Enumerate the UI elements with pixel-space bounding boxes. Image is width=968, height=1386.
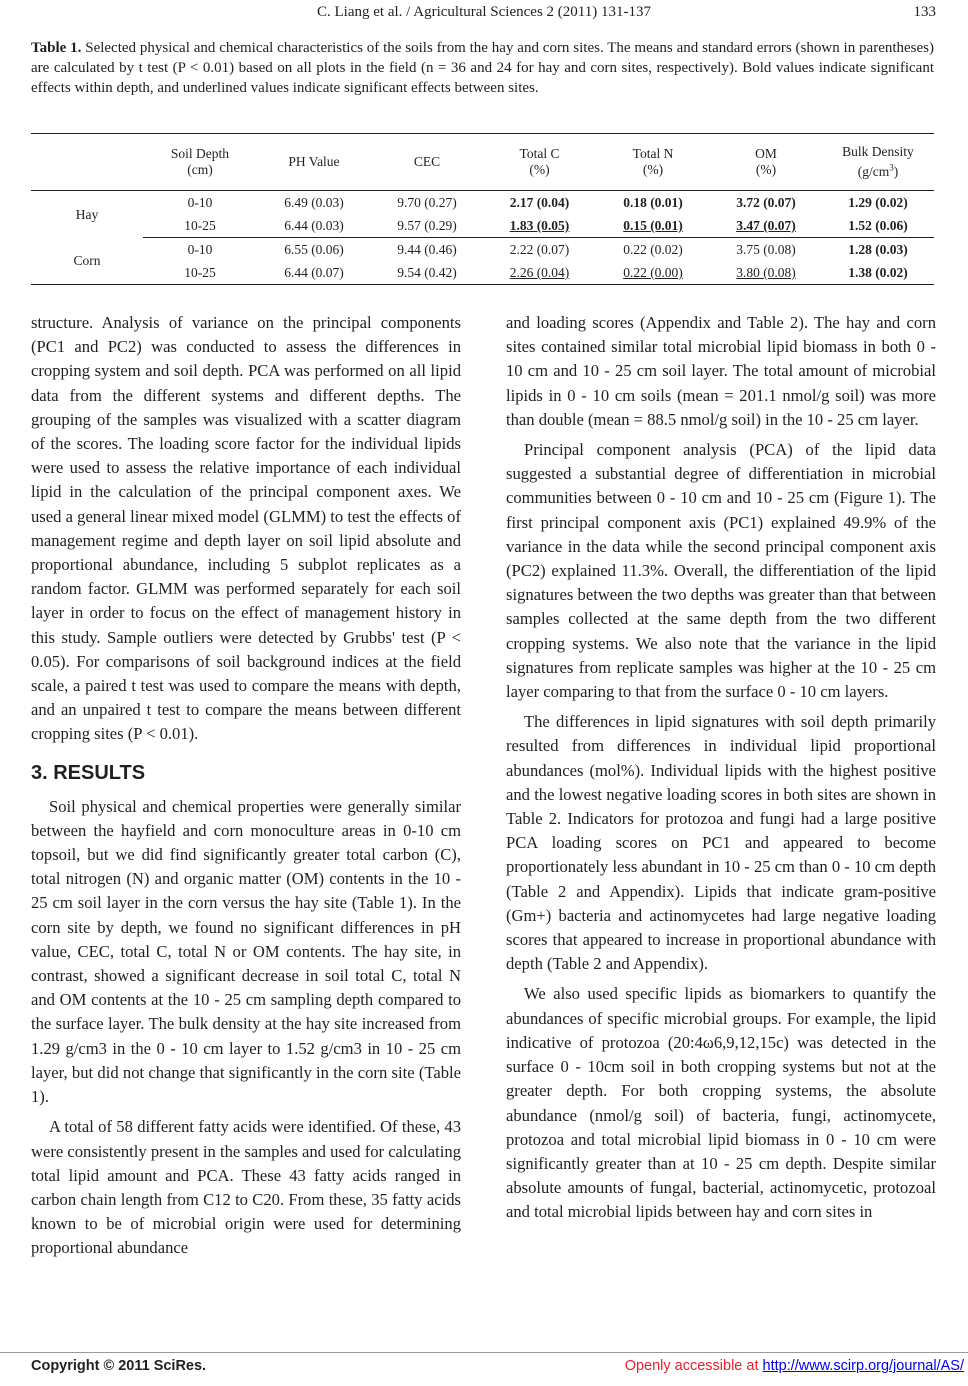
- cell-total-n: 0.22 (0.00): [596, 261, 710, 285]
- section-heading-results: 3. RESULTS: [31, 761, 146, 784]
- table-row: [31, 238, 934, 262]
- journal-link[interactable]: http://www.scirp.org/journal/AS/: [762, 1358, 964, 1374]
- cell-ph: 6.44 (0.03): [257, 214, 371, 238]
- table-caption: [31, 38, 934, 98]
- table-header-bulk-density: Bulk Density $(g/cm^3)$: [842, 143, 914, 180]
- table-caption-text: Selected physical and chemical characteristics of the soils from the hay and corn sites. The means and standard errors (shown in parentheses) are calculated by t test (P < 0.01) based on all plots in the field (n = 36 and 24 for hay and corn sites, respectively). Bold values indicate significant effects within depth, and underlined values indicate significant effects between sites.: [31, 40, 935, 96]
- body-paragraph: Principal component analysis (PCA) of the lipid data suggested a substantial degree of differentiation in microbial communities between 0 - 10 cm and 10 - 25 cm (Figure 1). The first principal component axis (PC1) explained 49.9% of the variance in the data while the second principal component axis (PC2) explained 11.3%. Overall, the differentiation of the lipid signatures between the two depths was greater than that between samples collected at the same depth from the two different cropping systems. We also note that the variance in the lipid signatures from replicate samples was higher at the 10 - 25 cm layer comparing to that from the surface 0 - 10 cm layers.: [506, 440, 936, 702]
- table-row: [31, 214, 934, 238]
- table-row: [31, 191, 934, 215]
- page-footer: [31, 1358, 964, 1380]
- cell-ph: 6.55 (0.06): [284, 242, 344, 257]
- cell-total-n: 0.15 (0.01): [596, 214, 710, 238]
- cell-bulk-density: 1.28 (0.03): [848, 242, 908, 257]
- footer-divider: [0, 1352, 968, 1353]
- table-header-row: [31, 134, 934, 191]
- cell-om: 3.47 (0.07): [710, 214, 822, 238]
- cell-om: 3.80 (0.08): [710, 261, 822, 285]
- cell-bulk-density: 1.38 (0.02): [822, 261, 934, 285]
- cell-cec: 9.54 (0.42): [371, 261, 483, 285]
- cell-total-c: 2.22 (0.07): [509, 242, 570, 257]
- running-header: [0, 4, 968, 24]
- cell-ph: 6.49 (0.03): [284, 195, 344, 210]
- table-caption-label: Table 1.: [31, 40, 82, 56]
- site-label-corn: Corn: [31, 238, 143, 285]
- body-paragraph: structure. Analysis of variance on the principal components (PC1 and PC2) was conducted to assess the differences in cropping system and soil depth. PCA was performed on all lipid data from the different systems and different depths. The grouping of the samples was visualized with a scatter diagram of the scores. The loading score factor for the individual lipids were used to assess the relative importance of each individual lipid in the calculation of the principal component axes. We used a general linear mixed model (GLMM) to test the effects of management regime and depth layer on soil lipid absolute and proportional abundance, including 5 subplot replicates as a random factor. GLMM was performed separately for each soil layer in order to focus on the effect of management history in this study. Sample outliers were detected by Grubbs' test (P < 0.05). For comparisons of soil background indices at the field scale, a paired t test was used to compare the means with depth, and an unpaired t test to compare the means between different cropping sites (P < 0.01).: [31, 313, 461, 744]
- body-paragraph: Soil physical and chemical properties were generally similar between the hayfield and corn monoculture areas in 0-10 cm topsoil, but we did find significantly greater total carbon (C), total nitrogen (N) and organic matter (OM) contents in the 10 - 25 cm soil layer in the corn versus the hay site (Table 1). In the corn site by depth, we found no significant differences in pH value, CEC, total C, total N or OM contents. The hay site, in contrast, showed a significant decrease in soil total C, total N and OM contents at the 10 - 25 cm sampling depth compared to the surface layer. The bulk density at the hay site increased from 1.29 g/cm3 in the 0 - 10 cm layer to 1.52 g/cm3 in 10 - 25 cm layer, but did not change that significantly in the corn site (Table 1).: [31, 796, 461, 1107]
- cell-bulk-density: 1.29 (0.02): [848, 195, 908, 210]
- page-number: 133: [913, 4, 936, 20]
- cell-total-n: 0.18 (0.01): [623, 195, 683, 210]
- open-access-label: Openly accessible at: [624, 1358, 763, 1374]
- site-label-hay: Hay: [75, 206, 99, 222]
- cell-depth: 0-10: [187, 195, 213, 210]
- cell-bulk-density: 1.52 (0.06): [822, 214, 934, 238]
- table-header-ph: PH Value: [288, 154, 340, 169]
- cell-cec: 9.44 (0.46): [397, 242, 457, 257]
- table-header-site: [31, 134, 143, 191]
- cell-cec: 9.57 (0.29): [371, 214, 483, 238]
- table-row: [31, 261, 934, 285]
- cell-depth: 0-10: [187, 242, 213, 257]
- soil-characteristics-table: [31, 133, 934, 285]
- cell-depth: 10-25: [143, 214, 257, 238]
- cell-om: 3.72 (0.07): [736, 195, 796, 210]
- table-header-cec: CEC: [413, 154, 441, 169]
- cell-depth: 10-25: [143, 261, 257, 285]
- cell-ph: 6.44 (0.07): [257, 261, 371, 285]
- open-access-notice: [625, 1358, 964, 1374]
- body-paragraph: We also used specific lipids as biomarkers to quantify the abundances of specific microbial groups. For example, the lipid indicative of protozoa (20:4ω6,9,12,15c) was detected in the surface 0 - 10cm soil in both cropping systems but not at the greater depth. For both cropping systems, the absolute abundance (nmol/g soil) of bacteria, fungi, actinomycete, protozoa and total microbial lipid biomass in 0 - 10 cm were significantly greater than at 10 - 25 cm depth. Despite similar absolute amounts of fungal, bacterial, actinomycetic, protozoal and total microbial lipids between hay and corn sites in: [506, 984, 936, 1222]
- cell-total-c: 2.26 (0.04): [483, 261, 596, 285]
- cell-total-c: 1.83 (0.05): [483, 214, 596, 238]
- cell-om: 3.75 (0.08): [736, 242, 796, 257]
- running-head: C. Liang et al. / Agricultural Sciences 2 (2011) 131-137: [317, 4, 651, 20]
- table-header-depth: Soil Depth (cm): [170, 146, 230, 177]
- body-paragraph: The differences in lipid signatures with soil depth primarily resulted from differences in individual lipid proportional abundances (mol%). Individual lipids with the highest positive and the lowest negative loading scores in both sites are shown in Table 2. Indicators for protozoa and fungi had a large positive PCA loading scores on PC1 and appeared to become proportionately less abundant in 10 - 25 cm than 0 - 10 cm depth (Table 2 and Appendix). Lipids that indicate gram-positive (Gm+) bacteria and actinomycetes had large negative loading scores that appeared to increase in proportional abundance with depth (Table 2 and Appendix).: [506, 712, 936, 974]
- right-text-column: [506, 311, 936, 1225]
- table-header-total-c: Total C (%): [519, 146, 560, 177]
- cell-total-n: 0.22 (0.02): [623, 242, 683, 257]
- copyright-notice: Copyright © 2011 SciRes.: [31, 1358, 207, 1374]
- table-header-om: OM (%): [755, 146, 777, 177]
- table-header-total-n: Total N (%): [632, 146, 674, 177]
- body-paragraph: and loading scores (Appendix and Table 2). The hay and corn sites contained similar total microbial lipid biomass in both 0 - 10 cm and 10 - 25 cm soil layer. The total amount of microbial lipids in 0 - 10 cm soils (mean = 201.1 nmol/g soil) was more than double (mean = 88.5 nmol/g soil) in the 10 - 25 cm layer.: [506, 313, 936, 429]
- cell-cec: 9.70 (0.27): [397, 195, 457, 210]
- left-text-column: [31, 311, 461, 1261]
- body-paragraph: A total of 58 different fatty acids were identified. Of these, 43 were consistently present in the samples and used for calculating total lipid amount and PCA. These 43 fatty acids ranged in carbon chain length from C12 to C20. From these, 35 fatty acids known to be of microbial origin were used for determining proportional abundance: [31, 1117, 461, 1258]
- cell-total-c: 2.17 (0.04): [509, 195, 570, 210]
